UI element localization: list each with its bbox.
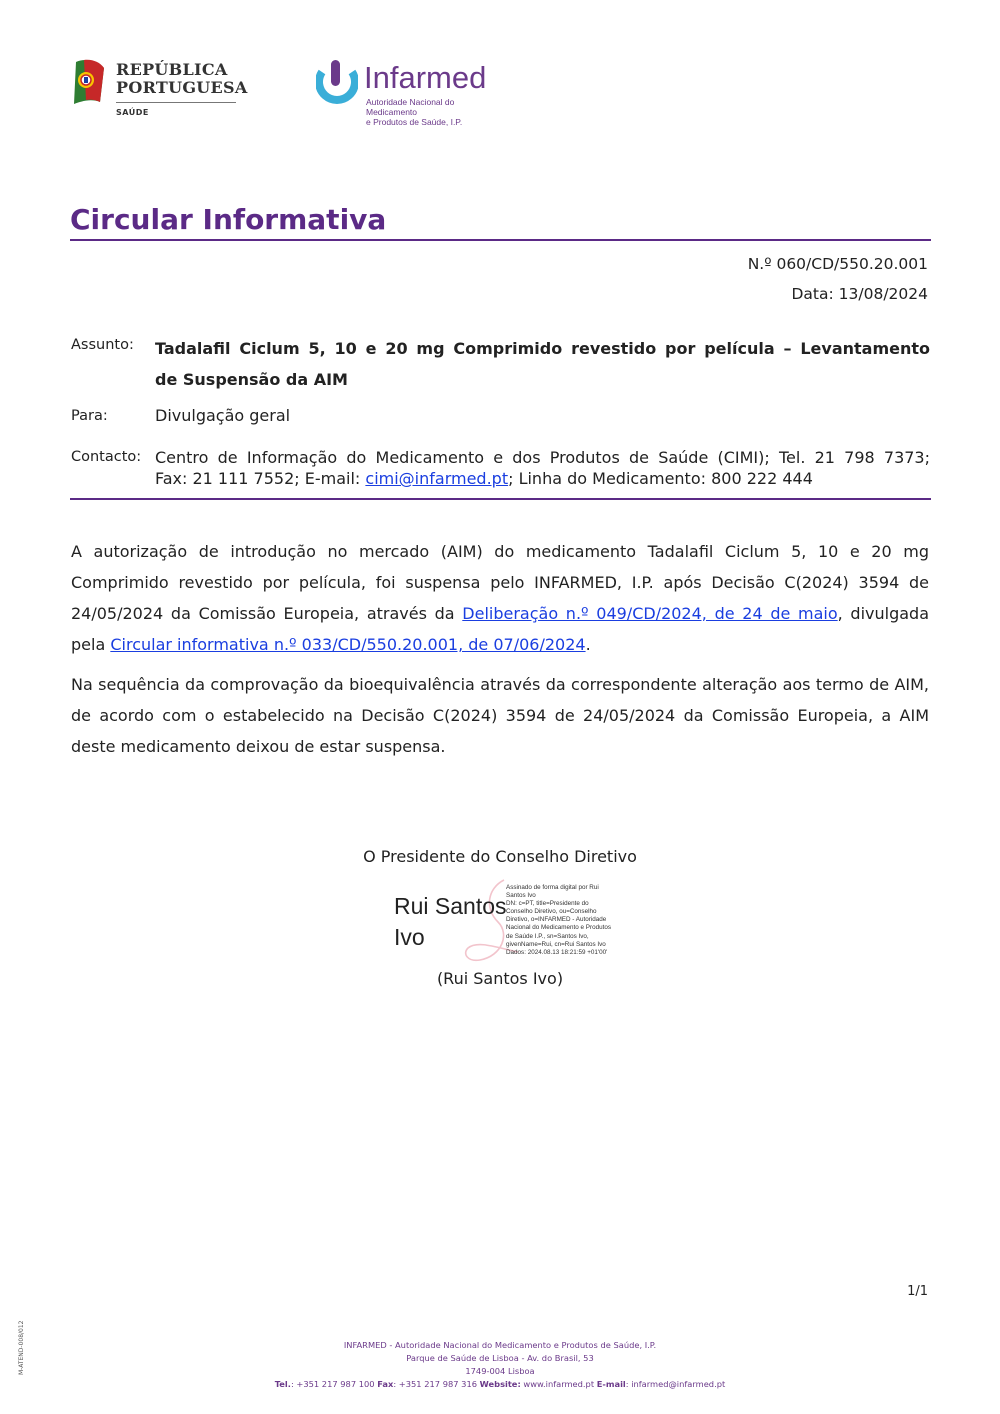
sig-detail-line: Nacional do Medicamento e Produtos xyxy=(506,924,612,932)
portugal-flag-icon xyxy=(70,58,106,106)
contact-line-2 xyxy=(155,468,930,489)
p1-text-b: , divulgada pela xyxy=(71,604,930,654)
signature-caption: (Rui Santos Ivo) xyxy=(436,969,564,988)
contact-phone-line: ; Linha do Medicamento: 800 222 444 xyxy=(508,469,813,488)
sig-detail-line: Assinado de forma digital por Rui xyxy=(506,884,599,891)
body-paragraph-2: Na sequência da comprovação da bioequivalência através da correspondente alteração aos termo de AIM, de acordo com o estabelecido na Decisão C(2024) 3594 de 24/05/2024 da Comissão Europeia, a AIM deste medicamento deixou de estar suspensa. xyxy=(71,675,929,756)
contact-line-1: Centro de Informação do Medicamento e dos Produtos de Saúde (CIMI); Tel. 21 798 7373; xyxy=(155,448,930,467)
page-number: 1/1 xyxy=(907,1284,928,1299)
infarmed-subtitle xyxy=(366,97,496,127)
sig-detail-line: de Saúde I.P., sn=Santos Ivo, xyxy=(506,932,589,940)
document-title: Circular Informativa xyxy=(70,203,387,236)
header-separator xyxy=(70,498,931,500)
subject-line-1: Tadalafil Ciclum 5, 10 e 20 mg Comprimido revestido por película – Levantamento xyxy=(155,339,930,358)
footer-email-label: E-mail xyxy=(596,1379,626,1389)
date-label: Data: xyxy=(791,285,834,303)
to-value: Divulgação geral xyxy=(155,406,291,425)
republica-portuguesa-logo xyxy=(70,58,248,120)
document-number: N.º 060/CD/550.20.001 xyxy=(747,255,928,273)
contact-email-link[interactable]: cimi@infarmed.pt xyxy=(365,469,509,488)
logo-text-republica: REPÚBLICA xyxy=(116,60,228,79)
footer-line-2: Parque de Saúde de Lisboa - Av. do Brasil, 53 xyxy=(406,1353,594,1363)
signature-name-line2: Ivo xyxy=(394,924,425,950)
logo-divider xyxy=(116,102,236,103)
sig-detail-line: DN: c=PT, title=Presidente do xyxy=(506,900,589,908)
subject-line-2: de Suspensão da AIM xyxy=(155,370,348,389)
p1-text-a: A autorização de introdução no mercado (AIM) do medicamento Tadalafil Ciclum 5, 10 e 20 mg Comprimido revestido por película, foi suspensa pelo INFARMED, I.P. após Decisão C(2024) 3594 de 24/05/2024 da Comissão Europeia, através da xyxy=(71,542,929,623)
infarmed-subtitle-line1: Autoridade Nacional do Medicamento xyxy=(366,97,455,117)
footer-contacts xyxy=(0,1378,1000,1391)
footer-fax-label: Fax xyxy=(377,1379,394,1389)
footer-tel: : +351 217 987 100 xyxy=(290,1379,378,1389)
sig-detail-line: Dados: 2024.08.13 18:21:59 +01'00' xyxy=(506,948,608,956)
infarmed-mark-icon xyxy=(316,58,358,106)
circular-link[interactable]: Circular informativa n.º 033/CD/550.20.001, de 07/06/2024 xyxy=(110,635,586,654)
footer-line-3: 1749-004 Lisboa xyxy=(465,1366,535,1376)
footer-tel-label: Tel. xyxy=(274,1379,291,1389)
to-label: Para: xyxy=(71,408,108,424)
sig-detail-line: givenName=Rui, cn=Rui Santos Ivo xyxy=(506,940,606,948)
footer-web-label: Website: xyxy=(479,1379,521,1389)
p1-text-c: . xyxy=(585,635,591,654)
digital-signature-details xyxy=(506,884,626,957)
contact-fax: Fax: 21 111 7552; E-mail: xyxy=(155,469,366,488)
footer-website-link[interactable]: www.infarmed.pt xyxy=(520,1379,597,1389)
signature-title: O Presidente do Conselho Diretivo xyxy=(363,847,637,866)
footer-line-1: INFARMED - Autoridade Nacional do Medicamento e Produtos de Saúde, I.P. xyxy=(343,1340,657,1350)
subject-label: Assunto: xyxy=(71,337,134,353)
logo-text-saude: SAÚDE xyxy=(116,108,149,117)
infarmed-wordmark: Infarmed xyxy=(364,60,487,95)
contact-value xyxy=(155,447,930,489)
footer-email-link[interactable]: : infarmed@infarmed.pt xyxy=(625,1379,726,1389)
footer-fax: : +351 217 987 316 xyxy=(393,1379,480,1389)
logo-text-portuguesa: PORTUGUESA xyxy=(116,78,248,97)
sig-detail-line: Conselho Diretivo, ou=Conselho xyxy=(506,908,597,916)
date-value: 13/08/2024 xyxy=(838,285,928,303)
contact-label: Contacto: xyxy=(71,449,142,465)
signature-name-line1: Rui Santos xyxy=(394,893,507,919)
document-date xyxy=(791,285,928,303)
body-paragraph-1 xyxy=(71,536,929,660)
subject-text xyxy=(155,333,930,395)
signature-name xyxy=(394,891,507,953)
infarmed-logo xyxy=(316,58,496,127)
title-divider xyxy=(70,239,931,241)
form-code: M-ATEND-008/012 xyxy=(18,1320,25,1375)
sig-detail-line: Diretivo, o=INFARMED - Autoridade xyxy=(506,916,607,924)
infarmed-subtitle-line2: e Produtos de Saúde, I.P. xyxy=(366,117,463,127)
deliberacao-link[interactable]: Deliberação n.º 049/CD/2024, de 24 de maio xyxy=(462,604,838,623)
sig-detail-line: Santos Ivo xyxy=(506,892,536,900)
